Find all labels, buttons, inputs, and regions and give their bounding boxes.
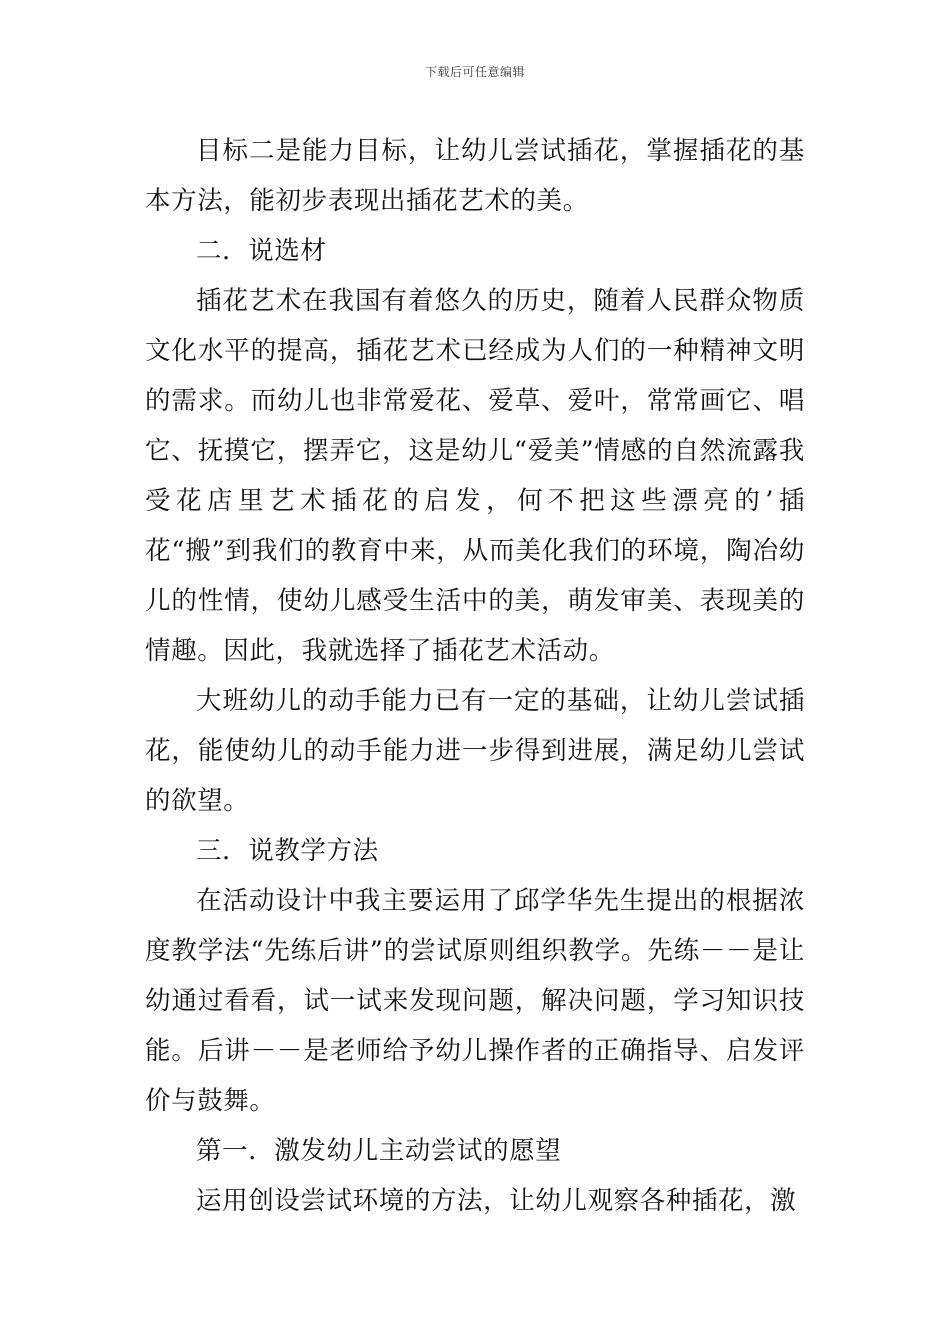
heading-teaching-method: 三．说教学方法	[196, 836, 379, 866]
paragraph-flower-art-history: 插花艺术在我国有着悠久的历史，随着人民群众物质文化水平的提高，插花艺术已经成为人们的一种精神文明的需求。而幼儿也非常爱花、爱草、爱叶，常常画它、唱它、抚摸它，摆弄它，这是幼儿“爱美”情感的自然流露我受花店里艺术插花的启发，何不把这些漂亮的’插花“搬”到我们的教育中来，从而美化我们的环境，陶冶幼儿的性情，使幼儿感受生活中的美，萌发审美、表现美的情趣。因此，我就选择了插花艺术活动。	[145, 286, 805, 666]
document-body	[145, 126, 805, 1226]
paragraph-teaching-method: 在活动设计中我主要运用了邱学华先生提出的根据浓度教学法“先练后讲”的尝试原则组织教学。先练－－是让幼通过看看，试一试来发现问题，解决问题，学习知识技能。后讲－－是老师给予幼儿操作者的正确指导、启发评价与鼓舞。	[145, 886, 805, 1116]
paragraph-goal-two: 目标二是能力目标，让幼儿尝试插花，掌握插花的基本方法，能初步表现出插花艺术的美。	[145, 136, 805, 216]
heading-step-one: 第一．激发幼儿主动尝试的愿望	[196, 1136, 562, 1166]
heading-material-selection: 二．说选材	[196, 236, 327, 266]
paragraph-hands-on-ability: 大班幼儿的动手能力已有一定的基础，让幼儿尝试插花，能使幼儿的动手能力进一步得到进展，满足幼儿尝试的欲望。	[145, 686, 805, 816]
paragraph-step-one: 运用创设尝试环境的方法，让幼儿观察各种插花，激	[196, 1186, 797, 1216]
page-header: 下载后可任意编辑	[424, 65, 525, 79]
